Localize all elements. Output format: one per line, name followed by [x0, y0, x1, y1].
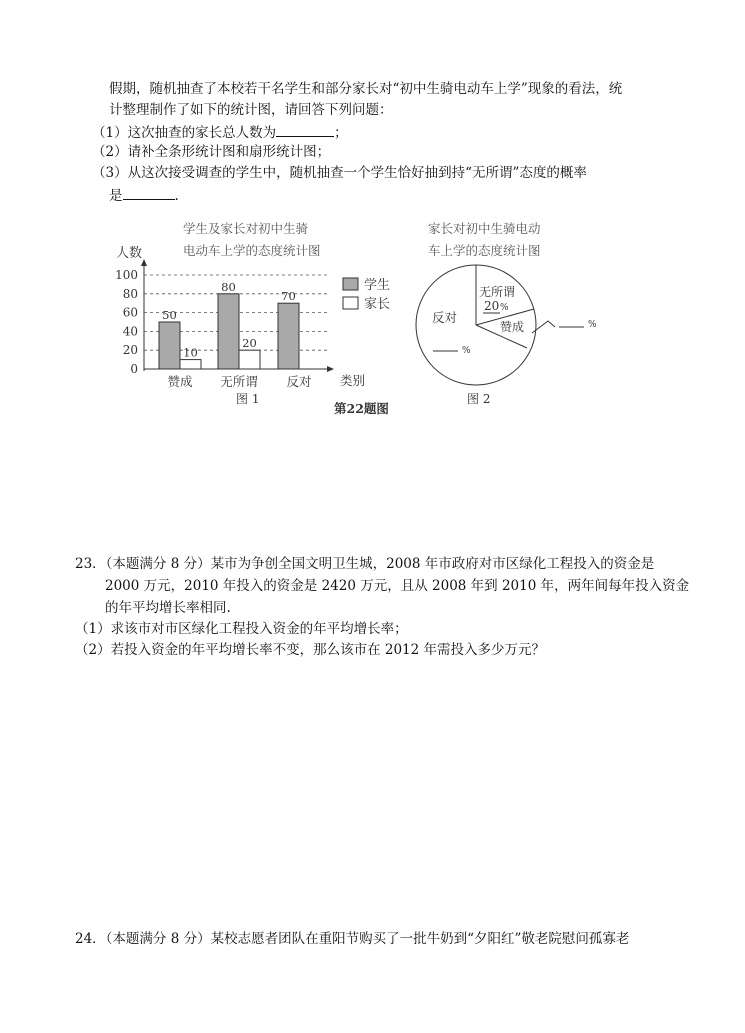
q23-sub-question-1: （1）求该市对市区绿化工程投入资金的年平均增长率； [75, 621, 408, 637]
q22-sub3-end: . [174, 188, 179, 204]
legend-student-label: 学生 [364, 278, 391, 293]
pie-label-wusuowei-pct: 20 [484, 299, 500, 313]
bar-figure-label: 图 1 [236, 392, 260, 406]
y-axis-label: 人数 [116, 246, 143, 261]
y-tick-label: 60 [122, 305, 138, 320]
bar-value-label: 50 [162, 308, 177, 322]
q22-sub-question-2: （2）请补全条形统计图和扇形统计图； [92, 144, 331, 160]
y-tick-label: 80 [122, 286, 138, 301]
bar-student [159, 322, 180, 369]
pie-label-zancheng: 赞成 [500, 320, 525, 334]
figure-22 [0, 205, 745, 425]
q22-intro-line-2: 计整理制作了如下的统计图，请回答下列问题： [109, 102, 393, 118]
bar-student [278, 303, 299, 369]
pie-chart-title-1: 家长对初中生骑电动 [428, 221, 541, 236]
pie-zancheng-pct-sign: % [588, 320, 597, 330]
bar-value-label: 20 [242, 336, 257, 351]
legend-parent-swatch [343, 297, 358, 309]
q22-sub1-end: ； [334, 125, 348, 141]
y-tick-label: 0 [130, 362, 138, 376]
q22-sub-question-1 [92, 122, 348, 142]
q24-line-1: 24．（本题满分 8 分）某校志愿者团队在重阳节购买了一批牛奶到“夕阳红”敬老院慰问孤寡老 [75, 931, 630, 947]
q23-sub-question-2: （2）若投入资金的年平均增长率不变，那么该市在 2012 年需投入多少万元？ [75, 642, 546, 658]
legend-parent-label: 家长 [364, 297, 391, 312]
x-axis-arrow-icon [327, 366, 334, 372]
bar-chart-title-2: 电动车上学的态度统计图 [183, 243, 321, 258]
y-tick-label: 100 [115, 268, 138, 282]
x-tick-label: 反对 [286, 374, 312, 389]
q22-sub3-text: 是 [109, 188, 123, 204]
pie-label-fandui: 反对 [432, 310, 458, 325]
pie-chart-title-2: 车上学的态度统计图 [428, 243, 541, 258]
q22-intro-line-1: 假期，随机抽查了本校若干名学生和部分家长对“初中生骑电动车上学”现象的看法，统 [109, 81, 623, 97]
legend-student-swatch [343, 278, 358, 290]
answer-blank [276, 122, 334, 137]
figure-caption: 第22题图 [334, 401, 389, 416]
y-tick-label: 40 [122, 324, 138, 339]
q22-sub-question-3-cont [109, 185, 179, 205]
x-tick-label: 无所谓 [220, 374, 258, 389]
x-axis-label: 类别 [340, 373, 366, 388]
q23-line-2: 2000 万元，2010 年投入的资金是 2420 万元，且从 2008 年到 2010 年，两年间每年投入资金 [105, 578, 690, 594]
bar-chart-title-1: 学生及家长对初中生骑 [183, 221, 309, 236]
q22-sub1-text: （1）这次抽查的家长总人数为 [92, 125, 277, 141]
bar-value-label: 10 [183, 345, 198, 360]
pie-label-wusuowei: 无所谓 [479, 285, 516, 299]
q23-line-1: 23．（本题满分 8 分）某市为争创全国文明卫生城，2008 年市政府对市区绿化工程投入的资金是 [75, 556, 655, 572]
bar-student [218, 294, 239, 369]
bar-value-label: 80 [221, 279, 236, 294]
y-tick-label: 20 [122, 343, 138, 358]
q22-sub-question-3: （3）从这次接受调查的学生中，随机抽查一个学生恰好抽到持“无所谓”态度的概率 [92, 165, 587, 181]
bar-parent [180, 360, 201, 369]
bar-parent [239, 350, 260, 369]
pie-figure-label: 图 2 [467, 392, 491, 406]
q23-line-3: 的年平均增长率相同. [105, 600, 231, 616]
pie-pct-sign: % [500, 303, 509, 313]
answer-blank [123, 185, 175, 200]
pie-fandui-pct-sign: % [462, 346, 471, 356]
x-tick-label: 赞成 [167, 374, 193, 389]
bar-value-label: 70 [281, 289, 296, 304]
